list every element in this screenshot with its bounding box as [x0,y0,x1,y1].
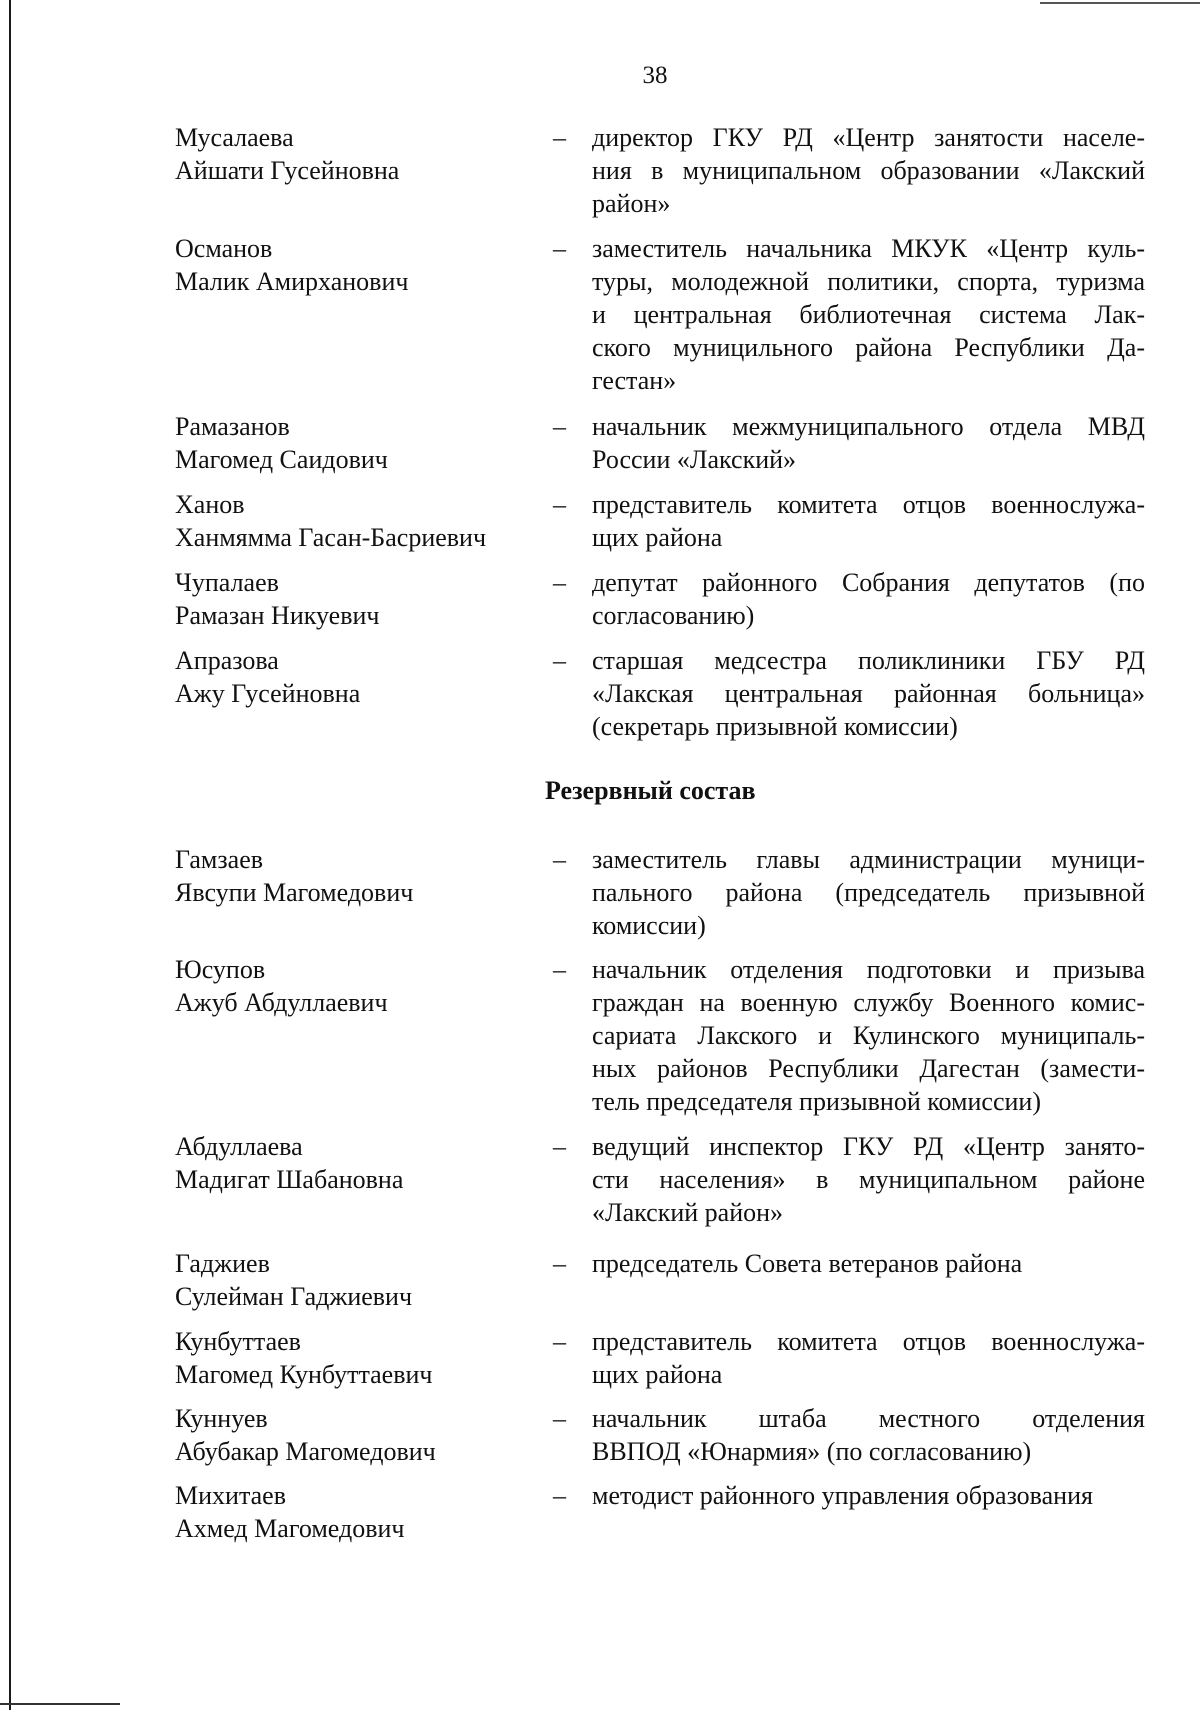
member-surname: Куннуев [175,1404,268,1433]
member-surname: Абдуллаева [175,1132,303,1161]
member-role-line: директор ГКУ РД «Центр занятости населе- [592,123,1145,152]
member-role [592,1325,1145,1391]
member-role [592,488,1145,554]
member-role-line: сти населения» в муниципальном районе [592,1165,1145,1194]
scan-edge-left [9,0,11,1710]
member-name [175,644,545,710]
dash-separator: – [553,1327,566,1356]
dash-separator: – [553,123,566,152]
dash-separator: – [553,646,566,675]
dash-separator: – [553,1481,566,1510]
member-role-line: щих района [592,523,723,552]
member-role [592,644,1145,743]
dash-separator: – [553,568,566,597]
member-role [592,121,1145,220]
dash-separator: – [553,845,566,874]
member-role-line: туры, молодежной политики, спорта, туризма [592,267,1145,296]
member-name [175,410,545,476]
member-name [175,953,545,1019]
member-role-line: представитель комитета отцов военнослужа- [592,1327,1145,1356]
member-role-line: гестан» [592,366,677,395]
member-name [175,1402,545,1468]
member-given-name: Малик Амирханович [175,267,409,296]
member-role [592,953,1145,1118]
member-surname: Юсупов [175,955,266,984]
member-role-line: щих района [592,1360,723,1389]
member-role-line: методист районного управления образования [592,1481,1093,1510]
scan-edge-bottom [0,1703,120,1705]
member-given-name: Мадигат Шабановна [175,1165,404,1194]
member-surname: Чупалаев [175,568,279,597]
member-surname: Апразова [175,646,279,675]
member-given-name: Айшати Гусейновна [175,156,400,185]
member-given-name: Магомед Саидович [175,445,388,474]
member-role-line: район» [592,189,671,218]
member-name [175,1247,545,1313]
member-role [592,232,1145,397]
member-surname: Османов [175,234,273,263]
member-role-line: (секретарь призывной комиссии) [592,712,958,741]
member-surname: Ханов [175,490,245,519]
member-role-line: сариата Лакского и Кулинского муниципаль- [592,1021,1145,1050]
member-role [592,1130,1145,1229]
member-surname: Кунбуттаев [175,1327,301,1356]
member-role-line: ского муницильного района Республики Да- [592,333,1145,362]
member-role-line: заместитель главы администрации муници- [592,845,1145,874]
member-role [592,1402,1145,1468]
member-role-line: граждан на военную службу Военного комис- [592,988,1145,1017]
member-name [175,843,545,909]
member-role-line: ния в муниципальном образовании «Лакский [592,156,1145,185]
dash-separator: – [553,1249,566,1278]
member-role-line: комиссии) [592,911,706,940]
member-role-line: депутат районного Собрания депутатов (по [592,568,1145,597]
member-role [592,843,1145,942]
member-given-name: Явсупи Магомедович [175,878,414,907]
member-role [592,1247,1145,1280]
member-given-name: Ажу Гусейновна [175,679,361,708]
member-role-line: начальник отделения подготовки и призыва [592,955,1145,984]
member-role-line: старшая медсестра поликлиники ГБУ РД [592,646,1145,675]
member-role-line: ВВПОД «Юнармия» (по согласованию) [592,1437,1032,1466]
member-name [175,566,545,632]
member-given-name: Сулейман Гаджиевич [175,1282,413,1311]
member-role-line: «Лакская центральная районная больница» [592,679,1145,708]
page-number: 38 [642,62,668,89]
member-role-line: «Лакский район» [592,1198,784,1227]
member-role-line: начальник межмуниципального отдела МВД [592,412,1145,441]
member-role-line: представитель комитета отцов военнослужа- [592,490,1145,519]
member-role-line: пального района (председатель призывной [592,878,1145,907]
dash-separator: – [553,1404,566,1433]
member-given-name: Ахмед Магомедович [175,1514,405,1543]
reserve-heading: Резервный состав [545,776,756,805]
member-role [592,566,1145,632]
member-name [175,121,545,187]
dash-separator: – [553,412,566,441]
member-role-line: председатель Совета ветеранов района [592,1249,1023,1278]
member-surname: Мусалаева [175,123,294,152]
member-role-line: согласованию) [592,601,755,630]
member-role-line: ных районов Республики Дагестан (замести- [592,1054,1145,1083]
member-role-line: начальник штаба местного отделения [592,1404,1145,1433]
member-surname: Рамазанов [175,412,290,441]
dash-separator: – [553,1132,566,1161]
dash-separator: – [553,490,566,519]
member-role-line: и центральная библиотечная система Лак- [592,300,1145,329]
dash-separator: – [553,955,566,984]
member-role-line: ведущий инспектор ГКУ РД «Центр занято- [592,1132,1145,1161]
member-name [175,1325,545,1391]
member-name [175,1479,545,1545]
member-surname: Гамзаев [175,845,264,874]
dash-separator: – [553,234,566,263]
member-name [175,488,545,554]
member-role [592,410,1145,476]
member-role [592,1479,1145,1512]
member-name [175,1130,545,1196]
member-given-name: Рамазан Никуевич [175,601,380,630]
member-role-line: тель председателя призывной комиссии) [592,1087,1041,1116]
member-name [175,232,545,298]
member-given-name: Ханмямма Гасан-Басриевич [175,523,487,552]
member-surname: Гаджиев [175,1249,270,1278]
member-given-name: Абубакар Магомедович [175,1437,436,1466]
member-role-line: заместитель начальника МКУК «Центр куль- [592,234,1145,263]
member-surname: Михитаев [175,1481,286,1510]
scan-edge-top [1040,2,1200,4]
member-given-name: Магомед Кунбуттаевич [175,1360,433,1389]
member-role-line: России «Лакский» [592,445,797,474]
member-given-name: Ажуб Абдуллаевич [175,988,388,1017]
